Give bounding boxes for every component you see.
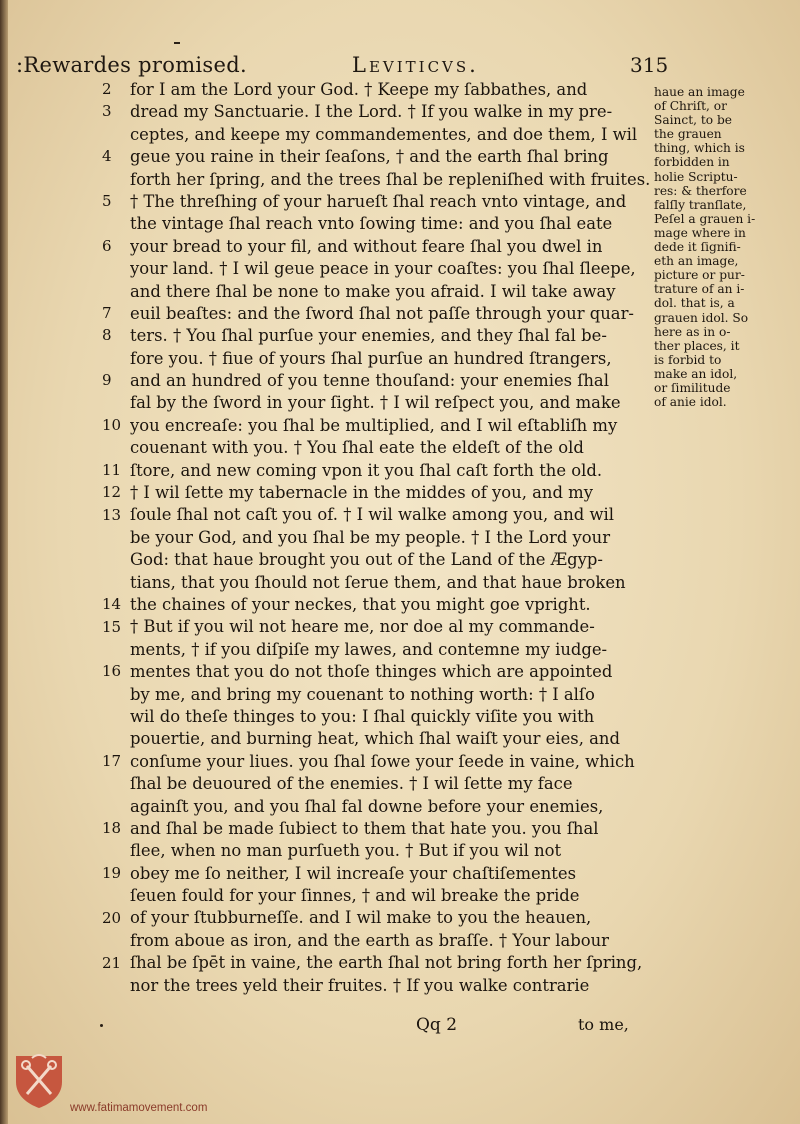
header-book-title: Leviticvs. xyxy=(352,53,479,77)
text-line: couenant with you. † You ſhal eate the eldeſt of the old xyxy=(130,438,584,458)
text-line: ſtore, and new coming vpon it you ſhal caſt forth the old. xyxy=(130,460,603,480)
page-gutter-shadow xyxy=(0,0,8,1124)
margin-note-line: make an idol, xyxy=(654,366,738,381)
margin-note-line: is forbid to xyxy=(654,352,722,367)
text-line: fal by the ſword in your ſight. † I wil reſpect you, and make xyxy=(130,393,621,413)
verse-number: 16 xyxy=(102,662,122,681)
text-line: you encreaſe: you ſhal be multiplied, and I wil eſtabliſh my xyxy=(130,415,618,435)
signature-mark: Qq 2 xyxy=(416,1015,458,1035)
margin-note-line: of anie idol. xyxy=(654,395,727,410)
margin-note-line: haue an image xyxy=(654,85,745,99)
margin-note-line: grauen idol. So xyxy=(654,310,749,325)
text-line: dread my Sanctuarie. I the Lord. † If you walke in my pre- xyxy=(130,102,613,122)
verse-number: 14 xyxy=(102,595,122,614)
text-line: forth her ſpring, and the trees ſhal be repleniſhed with fruites. xyxy=(130,169,651,189)
header-mark xyxy=(174,42,180,44)
header-section-title: :Rewardes promised. xyxy=(16,53,247,77)
text-line: † The threſhing of your harueſt ſhal reach vnto vintage, and xyxy=(130,191,627,211)
margin-note-line: res: & therfore xyxy=(654,183,747,198)
verse-number: 19 xyxy=(102,864,122,882)
verse-number: 6 xyxy=(102,236,112,255)
margin-annotation xyxy=(654,85,774,409)
text-line: ters. † You ſhal purſue your enemies, and they ſhal fal be- xyxy=(130,326,607,346)
margin-note-line: Peſel a grauen i- xyxy=(654,211,756,226)
text-line: euil beaſtes: and the ſword ſhal not paſſe through your quar- xyxy=(130,303,634,323)
text-line: wil do theſe thinges to you: I ſhal quickly viſite you with xyxy=(130,706,595,726)
text-line: fore you. † fiue of yours ſhal purſue an hundred ſtrangers, xyxy=(130,348,612,368)
papal-keys-logo-icon xyxy=(12,1052,66,1110)
text-line: by me, and bring my couenant to nothing worth: † I alſo xyxy=(130,684,595,704)
text-line: againſt you, and you ſhal fal downe before your enemies, xyxy=(130,796,604,816)
margin-note-line: or ſimilitude xyxy=(654,380,731,395)
text-line: ments, † if you diſpiſe my lawes, and contemne my iudge- xyxy=(130,639,608,659)
margin-note-line: falſly tranſlate, xyxy=(654,197,747,212)
margin-note-line: holie Scriptu- xyxy=(654,169,738,184)
verse-number: 13 xyxy=(102,505,122,524)
text-line: ſeuen fould for your ſinnes, † and wil breake the pride xyxy=(130,886,580,906)
text-line: ſhal be deuoured of the enemies. † I wil ſette my face xyxy=(130,774,573,794)
margin-note-line: of Chriſt, or xyxy=(654,99,727,114)
text-line: be your God, and you ſhal be my people. † I the Lord your xyxy=(130,527,611,547)
verse-number: 10 xyxy=(102,416,122,434)
text-line: tians, that you ſhould not ſerue them, and that haue broken xyxy=(130,572,626,592)
margin-note-line: forbidden in xyxy=(654,155,730,170)
verse-number: 7 xyxy=(102,304,112,322)
verse-number: 21 xyxy=(102,953,122,972)
margin-note-line: here as in o- xyxy=(654,324,731,339)
verse-number: 18 xyxy=(102,819,122,838)
text-line: geue you raine in their ſeaſons, † and the earth ſhal bring xyxy=(130,147,609,167)
text-line: conſume your liues. you ſhal ſowe your ſeede in vaine, which xyxy=(130,751,635,771)
text-line: ceptes, and keepe my commandementes, and doe them, I wil xyxy=(130,124,638,144)
text-line: of your ſtubburneſſe. and I wil make to you the heauen, xyxy=(130,908,592,928)
text-line: and ſhal be made ſubiect to them that hate you. you ſhal xyxy=(130,818,599,838)
text-line: the chaines of your neckes, that you might goe vpright. xyxy=(130,594,591,614)
text-line: mentes that you do not thoſe thinges which are appointed xyxy=(130,662,613,682)
verse-number: 3 xyxy=(102,102,112,121)
text-line: from aboue as iron, and the earth as braſſe. † Your labour xyxy=(130,930,609,950)
verse-number: 20 xyxy=(102,908,122,927)
text-line: ſoule ſhal not caſt you of. † I wil walke among you, and wil xyxy=(130,505,614,525)
verse-number: 11 xyxy=(102,460,122,479)
text-line: your bread to your fil, and without feare ſhal you dwel in xyxy=(130,236,603,256)
margin-note-line: the grauen xyxy=(654,127,722,142)
footer-dot xyxy=(100,1024,103,1027)
catchword: to me, xyxy=(578,1015,629,1034)
text-line: pouertie, and burning heat, which ſhal waiſt your eies, and xyxy=(130,729,620,749)
text-line: and there ſhal be none to make you afraid. I wil take away xyxy=(130,281,616,301)
verse-number: 4 xyxy=(102,147,112,166)
text-line: for I am the Lord your God. † Keepe my ſabbathes, and xyxy=(130,80,588,99)
margin-note-line: dede it ſignifi- xyxy=(654,240,741,255)
text-line: God: that haue brought you out of the Land of the Ægyp- xyxy=(130,550,603,570)
verse-number: 15 xyxy=(102,617,122,636)
scripture-text-block xyxy=(130,79,660,997)
header-page-number: 315 xyxy=(630,53,669,77)
verse-number: 5 xyxy=(102,192,112,210)
text-line: † But if you wil not heare me, nor doe al my commande- xyxy=(130,617,595,637)
margin-note-line: eth an image, xyxy=(654,254,739,269)
margin-note-line: Sainct, to be xyxy=(654,113,732,128)
margin-note-line: dol. that is, a xyxy=(654,296,735,311)
site-watermark: www.fatimamovement.com xyxy=(70,1102,208,1114)
margin-note-line: ther places, it xyxy=(654,338,740,353)
verse-number: 12 xyxy=(102,483,122,502)
margin-note-line: picture or pur- xyxy=(654,268,745,283)
verse-number: 17 xyxy=(102,752,122,770)
text-line: flee, when no man purſueth you. † But if you wil not xyxy=(130,841,562,861)
text-line: † I wil ſette my tabernacle in the middes of you, and my xyxy=(130,483,593,503)
text-line: nor the trees yeld their fruites. † If you walke contrarie xyxy=(130,975,590,995)
verse-number: 8 xyxy=(102,326,112,345)
margin-note-line: thing, which is xyxy=(654,141,745,156)
verse-number: 2 xyxy=(102,80,112,98)
margin-note-line: trature of an i- xyxy=(654,282,745,297)
verse-number: 9 xyxy=(102,371,112,390)
text-line: your land. † I wil geue peace in your coaſtes: you ſhal ſleepe, xyxy=(130,259,636,279)
text-line: the vintage ſhal reach vnto ſowing time: and you ſhal eate xyxy=(130,214,613,234)
text-line: obey me ſo neither, I wil increaſe your chaſtiſementes xyxy=(130,863,576,883)
margin-note-line: mage where in xyxy=(654,225,746,240)
text-line: and an hundred of you tenne thouſand: your enemies ſhal xyxy=(130,371,609,391)
text-line: ſhal be ſpēt in vaine, the earth ſhal not bring forth her ſpring, xyxy=(130,953,643,973)
